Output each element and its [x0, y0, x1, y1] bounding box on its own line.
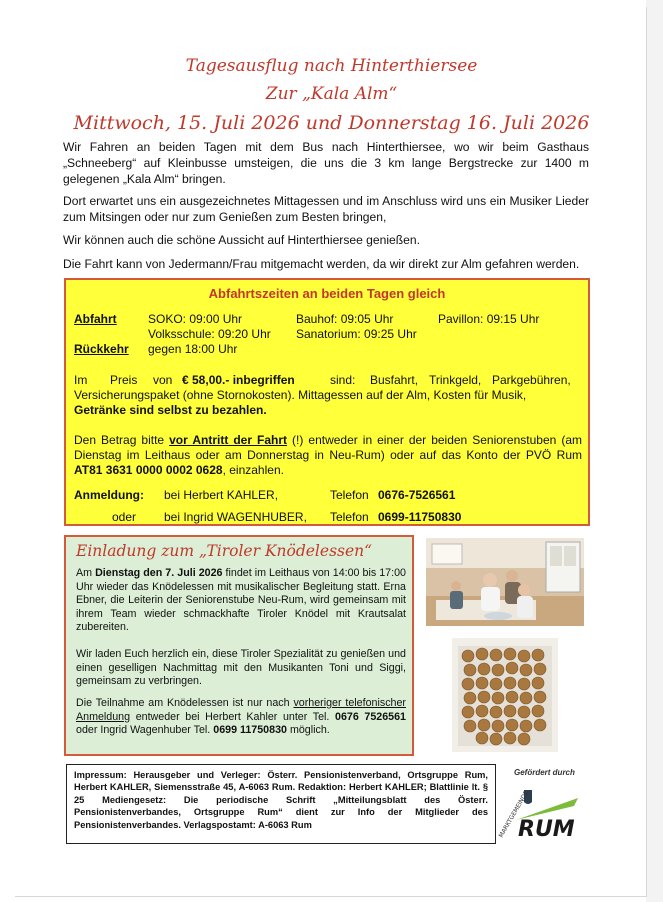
intro-paragraph-2: Dort erwartet uns ein ausgezeichnetes Mittagessen und im Anschluss wird uns ein Musiker Lieder zum Mitsingen oder nur zum Genießen zum Besten bringen,: [63, 194, 589, 224]
price-item-tip: Trinkgeld,: [429, 373, 482, 387]
price-word-sind: sind:: [330, 373, 356, 387]
stop-soko: SOKO: 09:00 Uhr: [148, 312, 243, 326]
price-item-bus: Busfahrt,: [370, 373, 419, 387]
svg-text:RUM: RUM: [518, 817, 575, 842]
rueckkehr-label: Rückkehr: [74, 342, 129, 356]
title-trip: Tagesausflug nach Hinterthiersee: [185, 56, 478, 76]
contact2-tel-label: Telefon: [330, 510, 369, 524]
price-word-preis: Preis: [110, 373, 138, 387]
contact1-phone: 0676-7526561: [378, 488, 456, 502]
impressum-box: Impressum: Herausgeber und Verleger: Österr. Pensionistenverband, Ortsgruppe Rum, Herbert KAHLER, Siemensstraße 45, A-6063 Rum. Redaktion: Herbert KAHLER; Blattlinie lt. § 25 Mediengesetz: Die periodische Schrift „Mitteilungsblatt des Österr. Pensionistenverbandes, Ortsgruppe Rum“ dient zur Info der Mitglieder des Pensionistenverbandes. Verlagspostamt: A-6063 Rum: [66, 764, 496, 844]
svg-text:MARKTGEMEINDE: MARKTGEMEINDE: [497, 789, 531, 839]
dumplings-photo: [452, 638, 558, 752]
price-line-2: Versicherungspaket (ohne Stornokosten). Mittagessen auf der Alm, Kosten für Musik,: [74, 388, 527, 402]
contact2-phone: 0699-11750830: [378, 510, 462, 524]
price-word-von: von: [153, 373, 173, 387]
departure-heading: Abfahrtszeiten an beiden Tagen gleich: [208, 286, 446, 301]
contact2-name: bei Ingrid WAGENHUBER,: [164, 510, 307, 524]
sponsor-label: Gefördert durch: [514, 768, 575, 777]
stop-sanatorium: Sanatorium: 09:25 Uhr: [296, 327, 417, 341]
invitation-box: [64, 535, 414, 756]
departure-info-box: [64, 278, 590, 526]
kitchen-photo: [426, 538, 584, 626]
intro-paragraph-4: Die Fahrt kann von Jedermann/Frau mitgemacht werden, da wir direkt zur Alm gefahren werden.: [63, 257, 580, 271]
stop-pavillon: Pavillon: 09:15 Uhr: [438, 312, 540, 326]
abfahrt-label: Abfahrt: [74, 312, 117, 326]
anmeldung-label: Anmeldung:: [74, 488, 144, 502]
scan-edge: [646, 0, 663, 902]
contact1-tel-label: Telefon: [330, 488, 369, 502]
title-venue: Zur „Kala Alm“: [265, 84, 398, 104]
intro-paragraph-3: Wir können auch die schöne Aussicht auf Hinterthiersee genießen.: [63, 233, 420, 247]
rum-municipality-logo: [494, 780, 584, 850]
stop-volksschule: Volksschule: 09:20 Uhr: [148, 327, 271, 341]
intro-paragraph-1: Wir Fahren an beiden Tagen mit dem Bus nach Hinterthiersee, wo wir beim Gasthaus „Schneeberg“ auf Kleinbusse umsteigen, die uns die 3 km lange Bergstrecke zur 1400 m gelegenen „Kala Alm“ bringen.: [63, 140, 589, 186]
price-item-parking: Parkgebühren,: [492, 373, 571, 387]
invitation-paragraph-3: Die Teilnahme am Knödelessen ist nur nach vorheriger telefonischer Anmeldung entweder bei Herbert Kahler unter Tel. 0676 7526561 oder Ingrid Wagenhuber Tel. 0699 11750830 möglich.: [76, 697, 407, 736]
price-line-3: Getränke sind selbst zu bezahlen.: [74, 403, 267, 417]
invitation-paragraph-1: Am Dienstag den 7. Juli 2026 findet im Leithaus von 14:00 bis 17:00 Uhr wieder das Knödelessen mit musikalischer Begleitung statt. Erna Ebner, die Leiterin der Seniorenstube Neu-Rum, wird gemeinsam mit ihrem Team wieder schmackhafte Tiroler Knödel mit Krautsalat zubereiten.: [76, 567, 406, 633]
stop-bauhof: Bauhof: 09:05 Uhr: [296, 312, 394, 326]
rueckkehr-time: gegen 18:00 Uhr: [148, 342, 238, 356]
title-dates: Mittwoch, 15. Juli 2026 und Donnerstag 16. Juli 2026: [73, 112, 590, 134]
price-amount: € 58,00.- inbegriffen: [182, 373, 295, 387]
price-word-im: Im: [74, 373, 88, 387]
invitation-paragraph-2: Wir laden Euch herzlich ein, diese Tiroler Spezialität zu genießen und einen geselligen Nachmittag mit den Musikanten Toni und Siggi, gemeinsam zu verbringen.: [76, 648, 406, 687]
invitation-heading: Einladung zum „Tiroler Knödelessen“: [76, 542, 373, 560]
oder-label: oder: [112, 510, 137, 524]
contact1-name: bei Herbert KAHLER,: [164, 488, 279, 502]
payment-paragraph: Den Betrag bitte vor Antritt der Fahrt (!) entweder in einer der beiden Seniorenstuben (am Dienstag im Leithaus oder am Donnerstag in Neu-Rum) oder auf das Konto der PVÖ Rum AT81 3631 0000 0002 0628, einzahlen.: [74, 433, 582, 477]
